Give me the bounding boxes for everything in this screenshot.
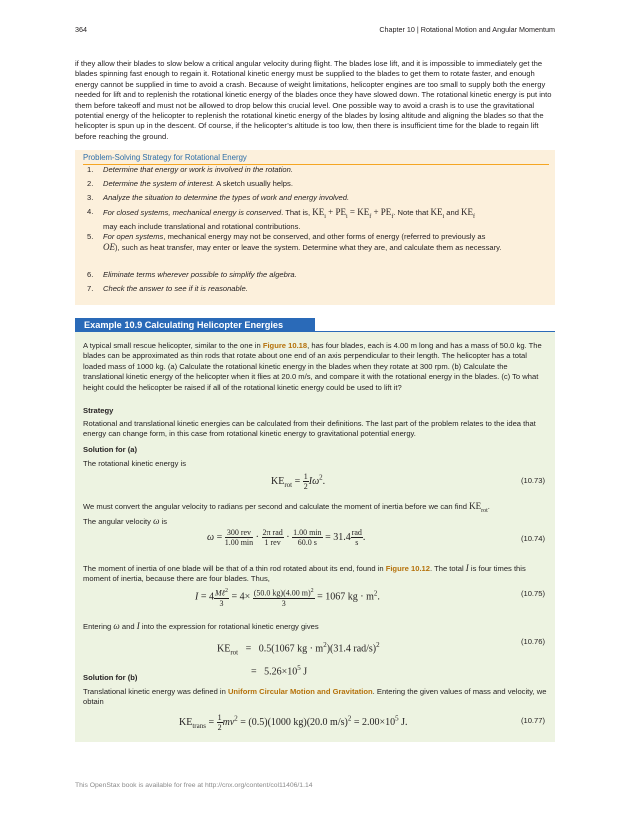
- intro-paragraph: if they allow their blades to slow below a critical angular velocity during flight. The blades lose lift, and it is impossible to immediately get the blades spinning fast enough to regain it. Rotational kinetic energy must be supplied to the blades to get them to rotate faster, and enough energy cannot be supplied in time to avoid a crash. Because of weight limitations, helicopter engines are too small to supply both the energy needed for lift and to replenish the rotational kinetic energy of the blades once they have slowed down. The rotational kinetic energy is put into them before takeoff and must not be allowed to drop below this crucial level. One possible way to avoid a crash is to use the gravitational potential energy of the helicopter to replenish the rotational kinetic energy of the blades by losing altitude and aligning the blades so that the helicopter is spun up in the descent. Of course, if the helicopter’s altitude is too low, then there is insufficient time for the blade to regain lift before reaching the ground.: [75, 59, 552, 141]
- solution-a-text4b: . The total: [430, 564, 464, 573]
- page-header: [75, 25, 555, 37]
- step-text: A sketch usually helps.: [214, 179, 293, 188]
- figure-link[interactable]: Figure 10.12: [385, 564, 431, 573]
- solution-a-text3: [83, 516, 549, 527]
- step-number: 6.: [87, 270, 94, 279]
- example-box: [75, 332, 555, 742]
- step-text-a: , mechanical energy may not be conserved, and other forms of energy (referred to previously as: [163, 232, 486, 241]
- solution-a-text3a: The angular velocity: [83, 517, 151, 526]
- step-text: Eliminate terms wherever possible to simplify the algebra.: [103, 270, 297, 279]
- solution-a-heading: [83, 445, 549, 455]
- step-number: 7.: [87, 284, 94, 293]
- solution-a-text4: [83, 563, 549, 585]
- ke-rot-symbol: $KE_{rot}$: [469, 501, 488, 514]
- solution-a-text3b: is: [161, 517, 168, 526]
- step-text-b: . Note that: [393, 208, 431, 217]
- equation-number: (10.76): [520, 637, 545, 646]
- ke-i-symbol: $KE_i$: [430, 207, 445, 220]
- chapter-title: Chapter 10 | Rotational Motion and Angular Momentum: [379, 25, 555, 34]
- step-lead: For closed systems, mechanical energy is conserved: [103, 208, 282, 217]
- equation-number: (10.74): [520, 534, 545, 543]
- step-text: Analyze the situation to determine the types of work and energy involved.: [103, 193, 350, 202]
- solution-a-text4c: is four times this moment of inertia, because there are four blades. Thus,: [83, 564, 526, 584]
- problem-text-b: , has four blades, each is 4.00 m long and has a mass of 50.0 kg. The blades can be approximated as thin rods that rotate about one end of an axis perpendicular to their length. The helicopter has a total loaded mass of 1000 kg. (a) Calculate the rotational kinetic energy in the blades when they rotate at 300 rpm. (b) Calculate the translational kinetic energy of the helicopter when it flies at 20.0 m/s, and compare it with the rotational energy in the blades. (c) To what height could the helicopter be raised if all of the rotational kinetic energy could be used to lift it?: [83, 341, 542, 392]
- step-lead: Determine the system of interest.: [103, 179, 215, 188]
- energy-equation: $KE_i + PE_i = KE_f + PE_f$: [312, 207, 394, 220]
- step-text: Determine that energy or work is involved in the rotation.: [103, 165, 293, 174]
- solution-b-heading: [83, 673, 549, 683]
- equation-number: (10.77): [520, 716, 545, 725]
- omega-symbol: ω: [113, 621, 120, 631]
- step-text: Check the answer to see if it is reasonable.: [103, 284, 248, 293]
- i-symbol: I: [465, 563, 469, 573]
- equation-10-76: $KE_{rot} = 0.5(1067$ kg · $m^2)(31.4$ rad/s)$^2$ = $5.26\times 10^5$ J: [217, 641, 380, 678]
- solution-b-heading-text: Solution for (b): [83, 673, 138, 682]
- example-problem: [83, 341, 549, 393]
- figure-link[interactable]: Figure 10.18: [262, 341, 308, 350]
- solution-b-text: [83, 687, 549, 708]
- strategy-text: Rotational and translational kinetic energies can be calculated from their definitions. The last part of the problem relates to the idea that energy can change form, in this case from rotational kinetic energy to gravitational potential energy.: [83, 419, 536, 439]
- solution-a-text5: [83, 621, 549, 632]
- step-text-c: and: [444, 208, 462, 217]
- section-link[interactable]: Uniform Circular Motion and Gravitation: [227, 687, 373, 696]
- solution-a-text2: We must convert the angular velocity to radians per second and calculate the moment of inertia before we can find $KE_{rot}$.: [83, 501, 490, 514]
- step-number: 3.: [87, 193, 94, 202]
- equation-10-74: ω = $\frac{\text{300 rev}}{1.00 \min}$ · $\frac{\text{2π rad}}{\text{1 rev}}$ · $\frac{1.00 \min}{60.0 s}$ = 31.4 $\frac{\text{rad}}{s}$ .: [207, 528, 366, 547]
- strategy-box: [75, 150, 555, 305]
- omega-symbol: ω: [153, 516, 160, 526]
- strategy-title: Problem-Solving Strategy for Rotational Energy: [83, 153, 549, 165]
- strategy-heading-text: Strategy: [83, 406, 114, 415]
- solution-a-text5b: and: [121, 622, 135, 631]
- equation-10-73: $KE_{rot}$ = $\frac{1}{2}$ $I\omega^2$.: [271, 472, 326, 491]
- solution-a-text2-body: We must convert the angular velocity to radians per second and calculate the moment of inertia before we can find: [83, 502, 467, 511]
- solution-a-text1: The rotational kinetic energy is: [83, 459, 186, 468]
- solution-a-text5c: into the expression for rotational kinetic energy gives: [141, 622, 319, 631]
- solution-a-heading-text: Solution for (a): [83, 445, 137, 454]
- solution-b-text-b: . Entering the given values of mass and velocity, we obtain: [83, 687, 547, 707]
- equation-number: (10.73): [520, 476, 545, 485]
- ke-f-symbol: $KE_f$: [461, 207, 476, 220]
- step-number: 1.: [87, 165, 94, 174]
- equation-10-77: $KE_{trans}$ = $\frac{1}{2}$ $mv^2 = (0.5)(1000$ kg)(20.0 $m/s)^2 = 2.00\times 10^5$ J.: [179, 713, 408, 732]
- oe-symbol: OE: [103, 242, 115, 253]
- equation-10-75: I = 4 $\frac{M\ell^2}{3}$ = 4× $\frac{(50.0 kg)(4.00 m)^2}{3}$ = 1067 kg · $m^2$.: [195, 588, 380, 608]
- step-text-b: ), such as heat transfer, may enter or leave the system. Determine what they are, and calculate them as necessary.: [115, 243, 502, 253]
- solution-b-text-a: Translational kinetic energy was defined in: [83, 687, 228, 696]
- step-text-d: may each include translational and rotational contributions.: [103, 222, 301, 232]
- step-text-a: . That is,: [281, 208, 313, 217]
- step-number: 5.: [87, 232, 94, 241]
- page-number: 364: [75, 25, 87, 34]
- problem-text-a: A typical small rescue helicopter, similar to the one in: [83, 341, 263, 350]
- i-symbol: I: [136, 621, 140, 631]
- step-number: 2.: [87, 179, 94, 188]
- step-number: 4.: [87, 207, 94, 216]
- step-lead: For open systems: [103, 232, 164, 241]
- example-title: Example 10.9 Calculating Helicopter Energies: [75, 318, 315, 332]
- page-footer: This OpenStax book is available for free at http://cnx.org/content/col11406/1.14: [75, 782, 313, 789]
- solution-a-text4a: The moment of inertia of one blade will be that of a thin rod rotated about its end, found in: [83, 564, 386, 573]
- solution-a-text5a: Entering: [83, 622, 112, 631]
- strategy-heading: [83, 406, 549, 416]
- equation-number: (10.75): [520, 589, 545, 598]
